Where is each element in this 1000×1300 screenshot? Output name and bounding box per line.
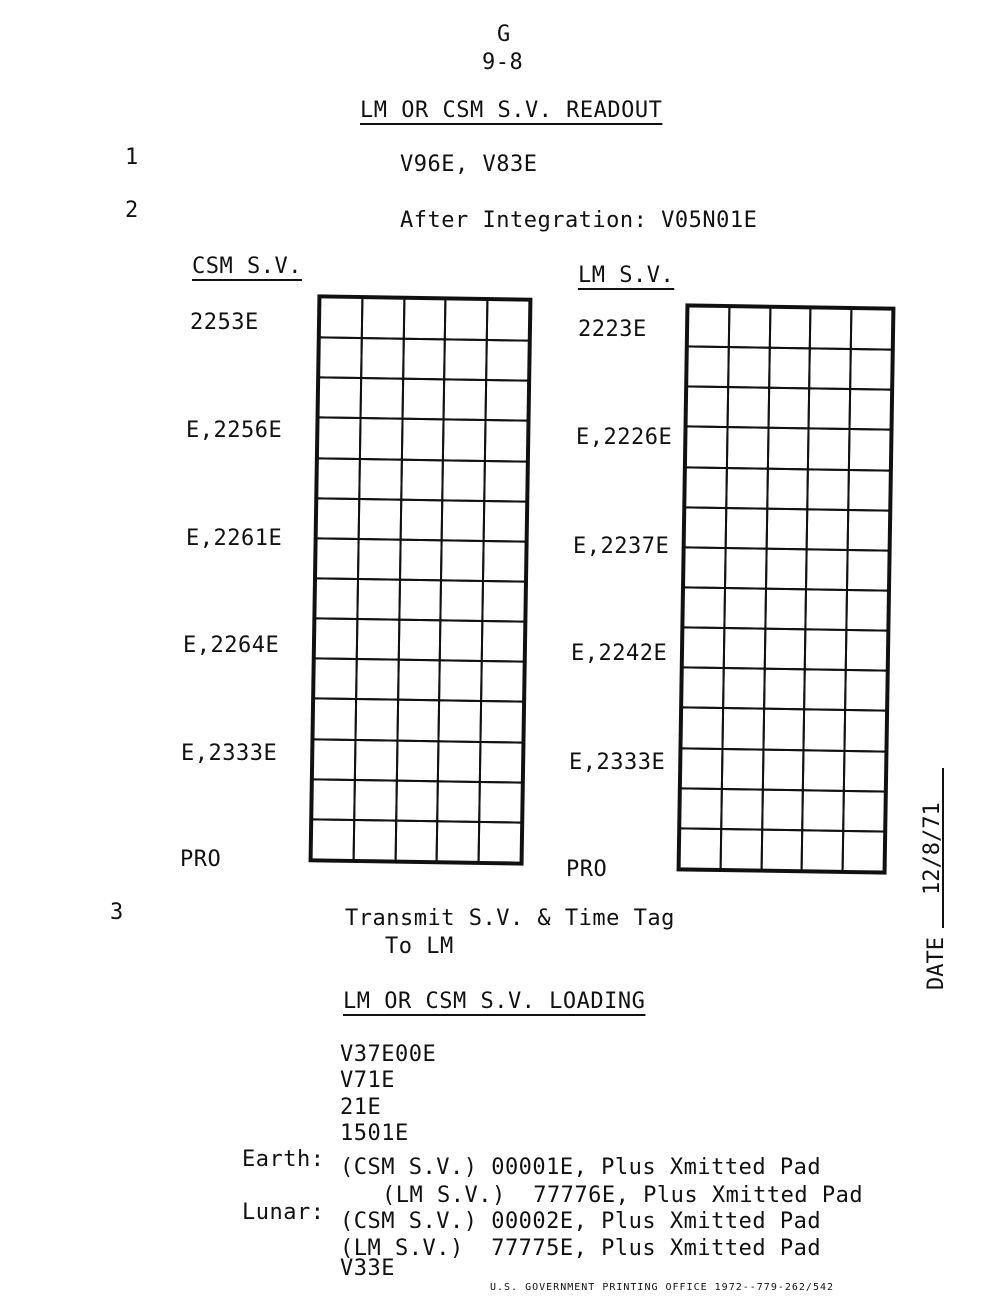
step-2-text: After Integration: V05N01E (400, 208, 758, 233)
grid-cell (726, 386, 769, 429)
grid-cell (763, 628, 806, 671)
grid-cell (316, 457, 360, 500)
grid-cell (359, 377, 403, 420)
grid-cell (358, 458, 402, 501)
grid-cell (483, 500, 527, 543)
grid-cell (399, 498, 443, 541)
grid-cell (849, 348, 892, 391)
grid-cell (437, 780, 481, 823)
grid-cell (723, 587, 766, 630)
grid-cell (357, 538, 401, 581)
grid-cell (768, 307, 811, 350)
grid-cell (315, 537, 359, 580)
grid-cell (804, 628, 847, 671)
grid-cell (311, 778, 355, 821)
grid-cell (682, 627, 725, 670)
grid-cell (803, 669, 846, 712)
grid-cell (685, 426, 728, 469)
grid-cell (679, 827, 722, 870)
lm-label: E,2333E (569, 750, 666, 775)
grid-cell (484, 419, 528, 462)
grid-cell (317, 417, 361, 460)
grid-cell (809, 307, 852, 350)
grid-cell (807, 428, 850, 471)
grid-cell (312, 738, 356, 781)
grid-cell (397, 659, 441, 702)
grid-cell (444, 338, 488, 381)
grid-cell (478, 821, 522, 864)
grid-cell (809, 347, 852, 390)
grid-cell (763, 668, 806, 711)
grid-cell (402, 338, 446, 381)
grid-cell (806, 508, 849, 551)
grid-cell (802, 749, 845, 792)
grid-cell (482, 540, 526, 583)
csm-sv-title: CSM S.V. (192, 254, 302, 279)
page-number: 9-8 (482, 50, 524, 75)
grid-cell (849, 388, 892, 431)
grid-cell (402, 298, 446, 341)
grid-cell (843, 749, 886, 792)
grid-cell (318, 377, 362, 420)
grid-cell (485, 379, 529, 422)
grid-cell (356, 618, 400, 661)
earth-label: Earth: (242, 1147, 325, 1172)
grid-cell (482, 580, 526, 623)
grid-cell (313, 658, 357, 701)
grid-cell (802, 789, 845, 832)
grid-cell (361, 297, 405, 340)
grid-cell (486, 299, 530, 342)
header-letter: G (497, 22, 511, 47)
loading-line: 1501E (340, 1121, 409, 1146)
grid-cell (766, 427, 809, 470)
grid-cell (311, 818, 355, 861)
grid-cell (442, 419, 486, 462)
grid-cell (360, 337, 404, 380)
lunar-label: Lunar: (242, 1200, 325, 1225)
step-1-number: 1 (125, 145, 139, 170)
grid-cell (848, 428, 891, 471)
lm-label: E,2226E (576, 425, 673, 450)
grid-cell (720, 788, 763, 831)
grid-cell (444, 298, 488, 341)
grid-cell (442, 459, 486, 502)
earth-csm-line: (CSM S.V.) 00001E, Plus Xmitted Pad (340, 1155, 822, 1180)
grid-cell (761, 748, 804, 791)
grid-cell (845, 629, 888, 672)
grid-cell (847, 509, 890, 552)
grid-cell (724, 507, 767, 550)
grid-cell (844, 669, 887, 712)
grid-cell (805, 548, 848, 591)
loading-line: V37E00E (340, 1042, 437, 1067)
grid-cell (356, 578, 400, 621)
csm-label: E,2256E (186, 418, 283, 443)
lunar-csm-line: (CSM S.V.) 00002E, Plus Xmitted Pad (340, 1209, 822, 1234)
lm-label: E,2242E (571, 641, 668, 666)
csm-label: E,2261E (186, 526, 283, 551)
grid-cell (481, 620, 525, 663)
step-3-line-1: Transmit S.V. & Time Tag (345, 906, 675, 931)
lm-sv-title: LM S.V. (578, 263, 675, 288)
csm-label: E,2333E (181, 741, 278, 766)
grid-cell (681, 667, 724, 710)
csm-entry-grid (309, 294, 533, 865)
grid-cell (727, 346, 770, 389)
grid-cell (440, 579, 484, 622)
grid-cell (722, 667, 765, 710)
grid-cell (844, 709, 887, 752)
csm-label: E,2264E (183, 633, 280, 658)
lm-entry-grid (677, 303, 896, 874)
grid-cell (764, 588, 807, 631)
grid-cell (723, 627, 766, 670)
grid-cell (761, 788, 804, 831)
grid-cell (765, 548, 808, 591)
date-value: 12/8/71 (920, 802, 945, 895)
grid-cell (762, 708, 805, 751)
grid-cell (842, 790, 885, 833)
grid-cell (480, 660, 524, 703)
grid-cell (436, 820, 480, 863)
grid-cell (724, 547, 767, 590)
grid-cell (760, 828, 803, 871)
grid-cell (479, 741, 523, 784)
grid-cell (766, 467, 809, 510)
grid-cell (803, 709, 846, 752)
grid-cell (357, 498, 401, 541)
loading-line: V71E (340, 1068, 395, 1093)
date-label: DATE (924, 937, 949, 990)
grid-cell (478, 781, 522, 824)
grid-cell (440, 539, 484, 582)
step-2-number: 2 (125, 198, 139, 223)
lm-label: PRO (566, 857, 608, 882)
grid-cell (765, 507, 808, 550)
grid-cell (318, 337, 362, 380)
grid-cell (399, 539, 443, 582)
grid-cell (397, 619, 441, 662)
grid-cell (439, 619, 483, 662)
grid-cell (721, 707, 764, 750)
grid-cell (395, 779, 439, 822)
grid-cell (359, 417, 403, 460)
grid-cell (680, 747, 723, 790)
loading-title: LM OR CSM S.V. LOADING (343, 989, 646, 1014)
grid-cell (437, 740, 481, 783)
grid-cell (353, 779, 397, 822)
grid-cell (401, 378, 445, 421)
grid-cell (314, 617, 358, 660)
grid-cell (680, 707, 723, 750)
grid-cell (438, 660, 482, 703)
step-1-text: V96E, V83E (400, 152, 538, 177)
grid-cell (441, 499, 485, 542)
grid-cell (725, 467, 768, 510)
step-3-number: 3 (110, 900, 124, 925)
grid-cell (850, 308, 893, 351)
grid-cell (721, 748, 764, 791)
grid-cell (438, 700, 482, 743)
grid-cell (480, 700, 524, 743)
grid-cell (846, 549, 889, 592)
grid-cell (807, 468, 850, 511)
grid-cell (726, 426, 769, 469)
grid-cell (684, 466, 727, 509)
grid-cell (768, 347, 811, 390)
grid-cell (314, 577, 358, 620)
grid-cell (767, 387, 810, 430)
grid-cell (686, 386, 729, 429)
grid-cell (687, 305, 730, 348)
lm-label: 2223E (578, 317, 647, 342)
grid-cell (686, 346, 729, 389)
step-3-line-2: To LM (385, 934, 454, 959)
grid-cell (443, 379, 487, 422)
grid-cell (396, 699, 440, 742)
grid-cell (805, 588, 848, 631)
final-verb: V33E (340, 1256, 395, 1281)
csm-label: PRO (180, 847, 222, 872)
printing-office-footer: U.S. GOVERNMENT PRINTING OFFICE 1972--779-262/542 (490, 1282, 835, 1293)
grid-cell (847, 469, 890, 512)
grid-cell (352, 819, 396, 862)
grid-cell (316, 497, 360, 540)
grid-cell (842, 830, 885, 873)
grid-cell (319, 296, 363, 339)
grid-cell (682, 586, 725, 629)
grid-cell (354, 739, 398, 782)
earth-lm-line: (LM S.V.) 77776E, Plus Xmitted Pad (382, 1183, 864, 1208)
grid-cell (355, 658, 399, 701)
grid-cell (395, 739, 439, 782)
grid-cell (400, 458, 444, 501)
grid-cell (719, 828, 762, 871)
lm-label: E,2237E (573, 534, 670, 559)
grid-cell (683, 546, 726, 589)
lunar-lm-line: (LM S.V.) 77775E, Plus Xmitted Pad (340, 1236, 822, 1261)
grid-cell (679, 787, 722, 830)
readout-title: LM OR CSM S.V. READOUT (360, 98, 663, 123)
grid-cell (684, 506, 727, 549)
loading-line: 21E (340, 1095, 382, 1120)
grid-cell (808, 388, 851, 431)
grid-cell (801, 829, 844, 872)
csm-label: 2253E (190, 310, 259, 335)
grid-cell (398, 579, 442, 622)
grid-cell (394, 819, 438, 862)
grid-cell (483, 460, 527, 503)
grid-cell (400, 418, 444, 461)
grid-cell (312, 698, 356, 741)
grid-cell (846, 589, 889, 632)
grid-cell (354, 698, 398, 741)
grid-cell (728, 306, 771, 349)
grid-cell (485, 339, 529, 382)
